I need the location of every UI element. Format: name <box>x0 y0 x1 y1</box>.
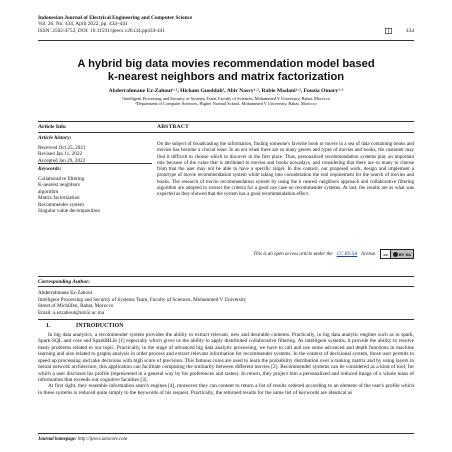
license-suffix: license. <box>361 251 377 257</box>
abstract-heading: ABSTRACT <box>157 124 190 130</box>
keywords-block <box>38 166 150 215</box>
corresponding-body <box>38 290 414 316</box>
cc-badge-right <box>391 252 413 257</box>
journal-issn: ISSN: 2502-4752, DOI: 10.11591/ijeecs.v26.i34.pp434-441 <box>38 27 165 34</box>
corresponding-team: Intelligent Processing and Security of Systems Team, Faculty of Sciences, Mohammed V University <box>38 296 247 303</box>
info-divider <box>38 163 152 164</box>
keyword-item: Matrix factorization <box>38 195 80 201</box>
footer-divider <box>38 433 414 434</box>
journal-volume: Vol. 26, No. 434, April 2022, pp. 434~441 <box>38 21 128 28</box>
article-history <box>38 135 150 164</box>
affiliations <box>38 96 414 107</box>
section-divider-top <box>38 121 414 122</box>
corresponding-divider-top <box>38 276 414 277</box>
introduction-body <box>38 332 414 396</box>
corresponding-email: Email: a.ezzahout@um5r.ac.ma <box>38 309 105 316</box>
paper-title <box>38 58 414 84</box>
corresponding-divider-bottom <box>38 319 414 320</box>
journal-issn-row <box>38 28 414 36</box>
by-person-icon <box>393 252 398 257</box>
keywords-heading: Keywords: <box>38 166 62 172</box>
license-line <box>190 249 414 259</box>
section-heading-introduction <box>46 323 124 329</box>
title-line-1: A hybrid big data movies recommendation model based <box>77 58 375 70</box>
corresponding-name: Abderrahmane Ez-Zahout <box>38 290 93 296</box>
license-link[interactable]: CC BY-SA <box>336 251 358 257</box>
section-title: INTRODUCTION <box>76 323 124 329</box>
keyword-item: algorithm <box>38 188 59 195</box>
affiliation-2: ²Department of Computer Sciences, Higher Normal School, Mohammed V University, Rabat, Morocco <box>135 101 317 107</box>
article-info-heading: Article Info <box>38 124 66 130</box>
history-heading: Article history: <box>38 135 72 141</box>
footer-label: Journal homepage: <box>38 437 77 442</box>
cc-badge-left: cc <box>381 250 390 258</box>
journal-header <box>38 15 414 36</box>
page-number: 434 <box>406 27 414 34</box>
received-date: Received Oct 25, 2021 <box>38 144 86 151</box>
author-list: Abderrahmane Ez-Zahout¹·², Hicham Gueddah¹, Abir Nasry¹·², Rabie Madani¹·², Fouzia Omary¹·² <box>108 88 344 94</box>
affiliation-1: ¹Intelligent Processing and Security of Systems Team, Faculty of Sciences, Mohammed V University, Rabat, Morocco <box>122 96 330 101</box>
title-line-2: k-nearest neighbors and matrix factorization <box>107 71 345 83</box>
footer-url[interactable]: http://ijeecs.iaescore.com <box>77 437 128 442</box>
header-divider <box>38 40 414 41</box>
cc-license-badge[interactable] <box>380 249 414 259</box>
keyword-item: Recommender system <box>38 201 84 208</box>
abstract-text: On the subject of broadcasting the information, finding someone's favorite book or movie in a sea of data containing books and movies has become a crucial issue. In an era when there are so many genres and types of movies and books, the customer may find it difficult to choose which to discover in the first place. Thus, personalized recommendation systems play an important role because of the value that is attributed to movies and books nowadays, and considering that there are so many to choose from that the user may not be able to have a specific target. In this context, our proposed work, design and implement a prototype of movie recommendation system while taking into consideration the real requirement for the search of movies and books. The research of movie recommendation system by using the k nearest neighbors approach and collaborative filtering algorithm are adopted to extract the criteria for a good use case on recommender systems. At last, the results are as what was expected as they showed that the system has a good recommendation effect. <box>157 142 414 197</box>
paragraph: At first sight, they resemble information search engines [4], moreover they can content to return a list of results ordered according to an element of the user's profile which in these systems is reduced quite simply to the keywords of his request. Practically, the returned results for the same list of keywords are identical as <box>38 383 414 396</box>
journal-issn-right <box>385 28 414 36</box>
journal-logo-icon <box>385 28 392 36</box>
keyword-item: Singular value decomposition <box>38 208 100 214</box>
cc-badge-right-text: BY SA <box>398 251 411 257</box>
corresponding-heading: Corresponding Author: <box>38 279 91 285</box>
section-number: 1. <box>46 323 51 329</box>
license-prefix: This is an open access article under the <box>253 251 333 257</box>
accepted-date: Accepted Jan 29, 2022 <box>38 157 86 164</box>
page-footer <box>38 437 414 443</box>
corresponding-address: Street of Michlifen, Rabat, Morocco <box>38 303 114 310</box>
keyword-item: Collaborative filtering <box>38 175 85 182</box>
paragraph: In big data analytics, a recommender system provides the ability to extract relevant, new and desirable contents. Practically, in big data analytic engines such as in spark, Spark-SQL and core and SparkMLib [1] especially which gives us the ability to apply distributed collaborative filtering. As intelligent systems, it provide the ability to resolve many problems related to our topic. Practically, in the stage of advanced big data analytic processing, we have to call and use some advanced and depth functions in machine learning and also related to graphs analysis in order process and extract relevant information for recommender systems. In the context of decisional system, those user permits to speed up processing and take decisions with high score of precision. This famous cores are used to learn the probability distribution over a ranking matrix and by using layers in neural network architecture, this application can facilitate computing the similarity between different movies [2]. Recommender systems can be considered as a kind of tool, for which a user discloses his profile (represented in a general way by his preferences and tastes). In return, they project him a personalized and reduced image of a whole mass of information that exceeds our cognitive faculties [3]. <box>38 332 414 383</box>
corresponding-divider-sub <box>38 286 414 287</box>
section-divider-sub <box>38 132 414 133</box>
keyword-item: K-nearest neighbors <box>38 182 80 188</box>
journal-name: Indonesian Journal of Electrical Engineering and Computer Science <box>38 15 193 21</box>
revised-date: Revised Jan 11, 2022 <box>38 151 83 157</box>
